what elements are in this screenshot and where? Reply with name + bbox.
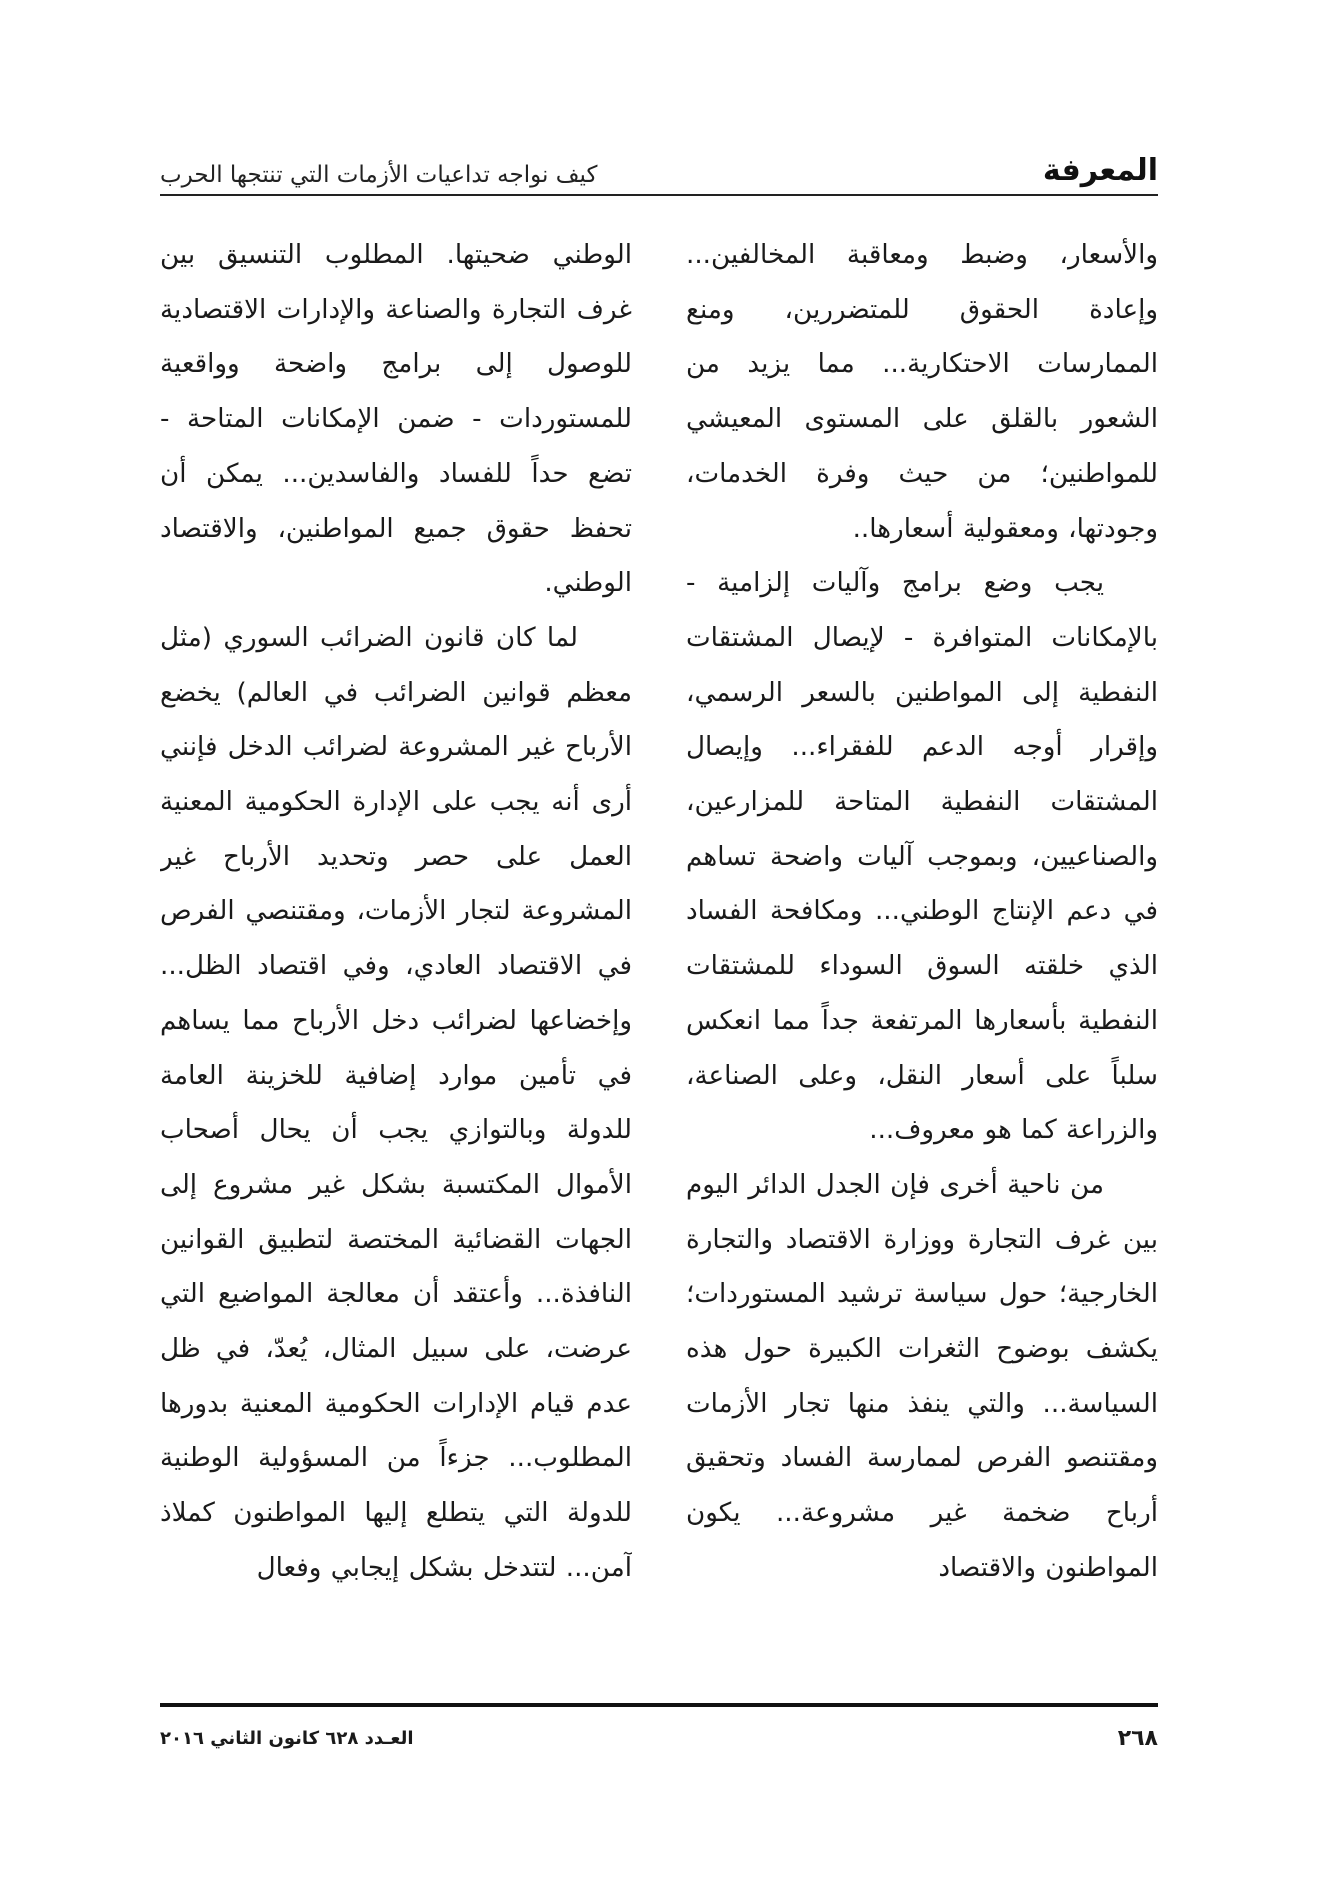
page-footer (160, 1726, 1158, 1751)
text-column-left (160, 228, 632, 1686)
header-divider (160, 194, 1158, 196)
paragraph: من ناحية أخرى فإن الجدل الدائر اليوم بين غرف التجارة ووزارة الاقتصاد والتجارة الخارجية؛ حول سياسة ترشيد المستوردات؛ يكشف بوضوح الثغرات الكبيرة حول هذه السياسة... والتي ينفذ منها تجار الأزمات ومقتنصو الفرص لممارسة الفساد وتحقيق أرباح ضخمة غير مشروعة... يكون المواطنون والاقتصاد (686, 1169, 1158, 1583)
paragraph: والأسعار، وضبط ومعاقبة المخالفين... وإعادة الحقوق للمتضررين، ومنع الممارسات الاحتكارية... مما يزيد من الشعور بالقلق على المستوى المعيشي للمواطنين؛ من حيث وفرة الخدمات، وجودتها، ومعقولية أسعارها.. (686, 240, 1158, 544)
paragraph: الوطني ضحيتها. المطلوب التنسيق بين غرف التجارة والصناعة والإدارات الاقتصادية للوصول إلى برامج واضحة وواقعية للمستوردات - ضمن الإمكانات المتاحة - تضع حداً للفساد والفاسدين... يمكن أن تحفظ حقوق جميع المواطنين، والاقتصاد الوطني. (160, 240, 632, 599)
running-title: كيف نواجه تداعيات الأزمات التي تنتجها الحرب (160, 162, 598, 188)
footer-divider (160, 1703, 1158, 1707)
paragraph: يجب وضع برامج وآليات إلزامية - بالإمكانات المتوافرة - لإيصال المشتقات النفطية إلى المواطنين بالسعر الرسمي، وإقرار أوجه الدعم للفقراء... وإيصال المشتقات النفطية المتاحة للمزارعين، والصناعيين، وبموجب آليات واضحة تساهم في دعم الإنتاج الوطني... ومكافحة الفساد الذي خلقته السوق السوداء للمشتقات النفطية بأسعارها المرتفعة جداً مما انعكس سلباً على أسعار النقل، وعلى الصناعة، والزراعة كما هو معروف... (686, 568, 1158, 1146)
page-number: ٢٦٨ (1117, 1726, 1158, 1751)
issue-info: العـدد ٦٢٨ كانون الثاني ٢٠١٦ (160, 1728, 414, 1749)
text-column-right (686, 228, 1158, 1686)
magazine-logo: المعرفة (1042, 153, 1158, 188)
page-header (160, 148, 1158, 188)
paragraph: لما كان قانون الضرائب السوري (مثل معظم قوانين الضرائب في العالم) يخضع الأرباح غير المشروعة لضرائب الدخل فإنني أرى أنه يجب على الإدارة الحكومية المعنية العمل على حصر وتحديد الأرباح غير المشروعة لتجار الأزمات، ومقتنصي الفرص في الاقتصاد العادي، وفي اقتصاد الظل... وإخضاعها لضرائب دخل الأرباح مما يساهم في تأمين موارد إضافية للخزينة العامة للدولة وبالتوازي يجب أن يحال أصحاب الأموال المكتسبة بشكل غير مشروع إلى الجهات القضائية المختصة لتطبيق القوانين النافذة... وأعتقد أن معالجة المواضيع التي عرضت، على سبيل المثال، يُعدّ، في ظل عدم قيام الإدارات الحكومية المعنية بدورها المطلوب... جزءاً من المسؤولية الوطنية للدولة التي يتطلع إليها المواطنون كملاذ آمن... لتتدخل بشكل إيجابي وفعال (160, 622, 632, 1583)
